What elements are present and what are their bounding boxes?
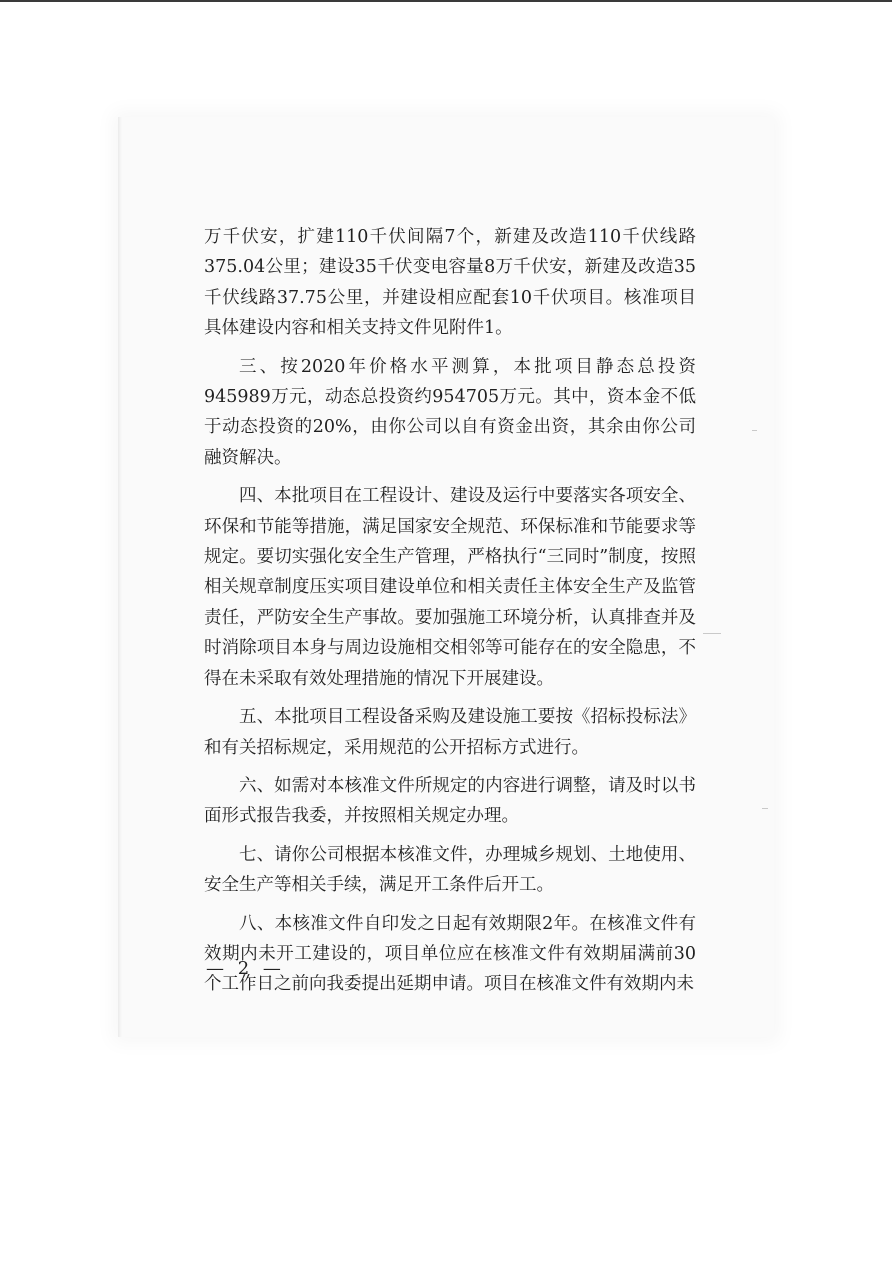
paragraph-continuation: 万千伏安，扩建110千伏间隔7个，新建及改造110千伏线路375.04公里；建设35千伏变电容量8万千伏安，新建及改造35千伏线路37.75公里，并建设相应配套10千伏项目。核准项目具体建设内容和相关支持文件见附件1。	[204, 227, 696, 339]
paragraph-item-4-safety: 四、本批项目在工程设计、建设及运行中要落实各项安全、环保和节能等措施，满足国家安全规范、环保标准和节能要求等规定。要切实强化安全生产管理，严格执行“三同时”制度，按照相关规章制度压实项目建设单位和相关责任主体安全生产及监管责任，严防安全生产事故。要加强施工环境分析，认真排查并及时消除项目本身与周边设施相交相邻等可能存在的安全隐患，不得在未采取有效处理措施的情况下开展建设。	[204, 486, 696, 689]
paragraph-item-3-investment: 三、按2020年价格水平测算，本批项目静态总投资945989万元，动态总投资约954705万元。其中，资本金不低于动态投资的20%，由你公司以自有资金出资，其余由你公司融资解决。	[204, 356, 696, 468]
scan-speck	[762, 808, 768, 809]
scan-speck	[703, 633, 721, 634]
paragraph-item-6-adjustment: 六、如需对本核准文件所规定的内容进行调整，请及时以书面形式报告我委，并按照相关规定办理。	[204, 775, 696, 827]
paragraph-item-5-bidding: 五、本批项目工程设备采购及建设施工要按《招标投标法》和有关招标规定，采用规范的公开招标方式进行。	[204, 707, 696, 758]
paragraph-item-8-validity: 八、本核准文件自印发之日起有效期限2年。在核准文件有效期内未开工建设的，项目单位应在核准文件有效期届满前30个工作日之前向我委提出延期申请。项目在核准文件有效期内未	[204, 913, 696, 995]
page-number: — 2 —	[206, 958, 285, 979]
scan-edge-shadow	[118, 117, 122, 1037]
scan-speck	[752, 430, 757, 431]
paragraph-item-7-procedures: 七、请你公司根据本核准文件，办理城乡规划、土地使用、安全生产等相关手续，满足开工条件后开工。	[204, 844, 696, 896]
document-body	[204, 222, 696, 1008]
top-border-line	[0, 0, 892, 2]
